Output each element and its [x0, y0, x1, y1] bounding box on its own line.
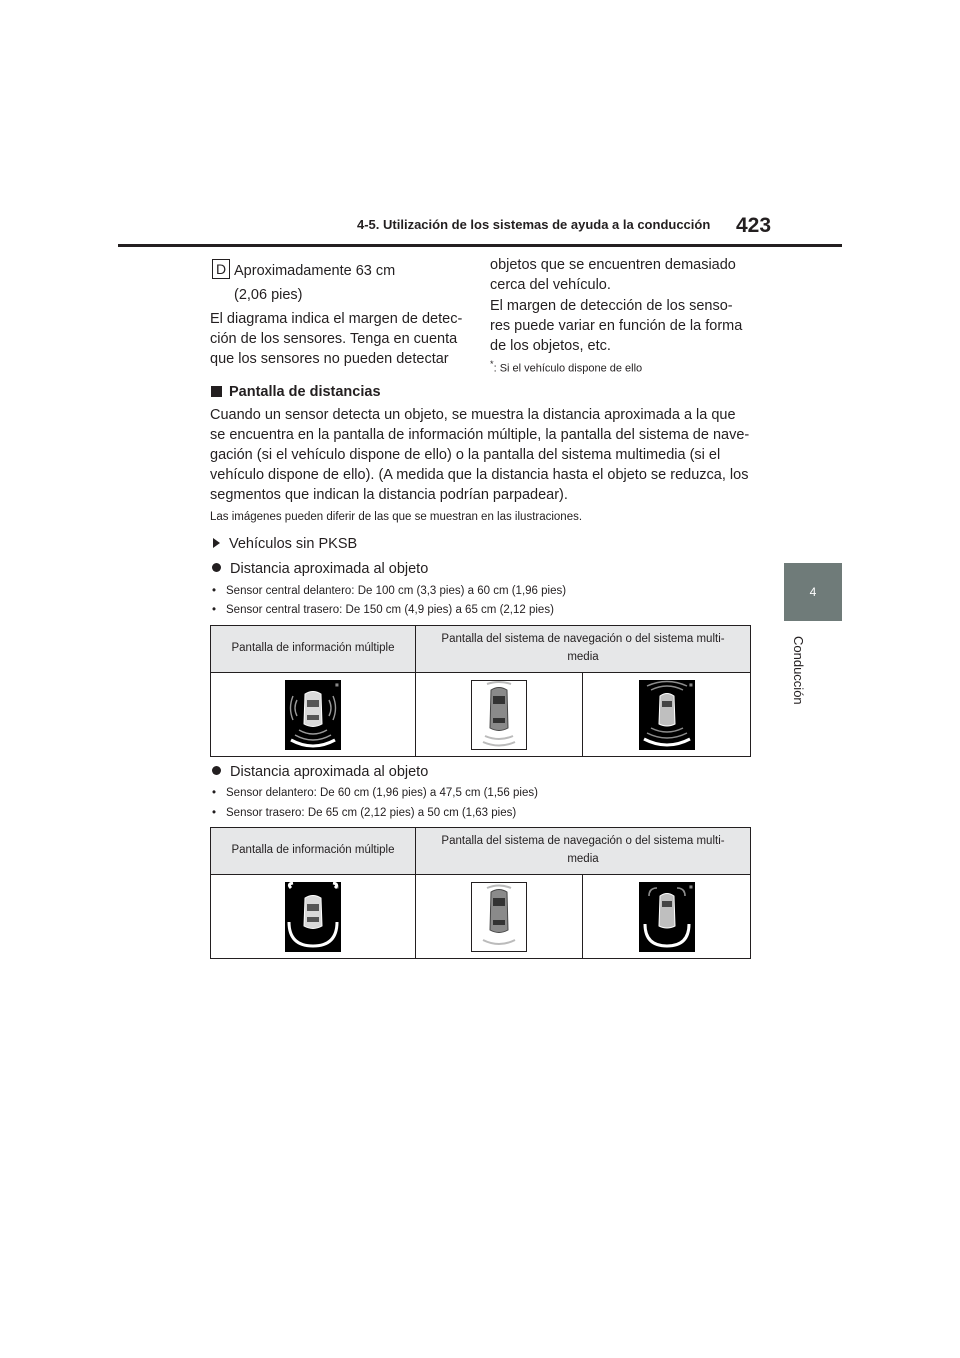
header-line: Pantalla del sistema de navegación o del sistema multi- [441, 633, 725, 645]
subheading [213, 534, 357, 554]
navigation-display-image [471, 882, 527, 952]
table-header-row [211, 626, 751, 673]
footnote-mark: * [490, 359, 494, 369]
text-line: que los sensores no pueden detectar [210, 351, 449, 367]
table-cell [211, 673, 416, 757]
section-paragraph [210, 405, 755, 505]
table-cell [416, 673, 583, 757]
header-line: media [567, 853, 599, 865]
bullet-text: Sensor trasero: De 65 cm (2,12 pies) a 50 cm (1,63 pies) [226, 807, 517, 819]
svg-text:■: ■ [335, 883, 339, 889]
text-line: gación (si el vehículo dispone de ello) o la pantalla del sistema multimedia (si el [210, 447, 721, 463]
multimedia-display-image [639, 882, 695, 952]
text-line: se encuentra en la pantalla de información múltiple, la pantalla del sistema de nave- [210, 427, 750, 443]
item-d-line2: (2,06 pies) [234, 287, 303, 303]
header-line: Pantalla del sistema de navegación o del sistema multi- [441, 835, 725, 847]
car-top-view-icon [659, 693, 675, 726]
chapter-tab[interactable]: 4 [784, 563, 842, 621]
car-top-view-icon [490, 889, 508, 932]
header-rule [118, 244, 842, 247]
bullet-text: Sensor delantero: De 60 cm (1,96 pies) a 47,5 cm (1,56 pies) [226, 787, 538, 799]
multimedia-display-image [639, 680, 695, 750]
block1-title [212, 559, 428, 579]
block2-bullet-2: • Sensor trasero: De 65 cm (2,12 pies) a 50 cm (1,63 pies) [212, 807, 517, 819]
item-d-line1: Aproximadamente 63 cm [234, 263, 396, 279]
text-line: objetos que se encuentren demasiado [490, 257, 736, 273]
text-line: El margen de detección de los senso- [490, 298, 733, 314]
page-number: 423 [736, 214, 772, 237]
square-bullet-icon [211, 386, 222, 397]
bullet-text: Sensor central trasero: De 150 cm (4,9 pies) a 65 cm (2,12 pies) [226, 604, 554, 616]
footnote-text: : Si el vehículo dispone de ello [493, 362, 643, 375]
text-line: de los objetos, etc. [490, 338, 611, 354]
svg-text:■: ■ [688, 883, 693, 889]
illustration-note: Las imágenes pueden diferir de las que se muestran en las ilustraciones. [210, 511, 583, 523]
svg-text:■: ■ [688, 681, 693, 687]
left-paragraph [210, 309, 470, 369]
car-top-view-icon [490, 687, 508, 730]
table-row [211, 875, 751, 959]
section-heading-text: Pantalla de distancias [229, 384, 381, 400]
car-top-view-icon [659, 893, 675, 928]
block2-title-text: Distancia aproximada al objeto [230, 764, 429, 780]
text-line: res puede variar en función de la forma [490, 318, 743, 334]
text-line: cerca del vehículo. [490, 277, 611, 293]
running-header: 4-5. Utilización de los sistemas de ayuda a la conducción [357, 217, 711, 232]
triangle-bullet-icon [213, 538, 220, 548]
round-bullet-icon [212, 563, 221, 572]
table-cell [211, 875, 416, 959]
block2-title [212, 762, 428, 782]
block2-bullet-1: • Sensor delantero: De 60 cm (1,96 pies) a 47,5 cm (1,56 pies) [212, 787, 538, 799]
text-line: El diagrama indica el margen de detec- [210, 311, 463, 327]
chapter-label: Conducción [791, 636, 806, 705]
navigation-display-image [471, 680, 527, 750]
table-header-nav [416, 828, 751, 875]
subheading-text: Vehículos sin PKSB [229, 536, 358, 552]
text-line: segmentos que indican la distancia podrían parpadear). [210, 487, 568, 503]
display-table-1 [210, 625, 751, 757]
table-cell [583, 673, 751, 757]
block1-bullet-2: • Sensor central trasero: De 150 cm (4,9 pies) a 65 cm (2,12 pies) [212, 604, 554, 616]
block1-bullet-1: • Sensor central delantero: De 100 cm (3,3 pies) a 60 cm (1,96 pies) [212, 585, 567, 597]
text-line: vehículo dispone de ello). (A medida que la distancia hasta el objeto se reduzca, los [210, 467, 749, 483]
header-line: media [567, 651, 599, 663]
table-cell [416, 875, 583, 959]
table-cell [583, 875, 751, 959]
multi-info-display-image [285, 882, 341, 952]
table-header-multi-info: Pantalla de información múltiple [211, 626, 416, 673]
right-paragraph-1 [490, 255, 750, 295]
car-top-view-icon [304, 691, 322, 726]
car-top-view-icon [304, 895, 322, 928]
multi-info-display-image [285, 680, 341, 750]
table-header-row [211, 828, 751, 875]
bullet-text: Sensor central delantero: De 100 cm (3,3 pies) a 60 cm (1,96 pies) [226, 585, 567, 597]
round-bullet-icon [212, 766, 221, 775]
svg-text:■: ■ [335, 681, 339, 687]
text-line: ción de los sensores. Tenga en cuenta [210, 331, 458, 347]
table-header-nav [416, 626, 751, 673]
display-table-2 [210, 827, 751, 959]
text-line: Cuando un sensor detecta un objeto, se muestra la distancia aproximada a la que [210, 407, 736, 423]
table-header-multi-info: Pantalla de información múltiple [211, 828, 416, 875]
callout-marker-d: D [212, 259, 230, 279]
block1-title-text: Distancia aproximada al objeto [230, 561, 429, 577]
table-row [211, 673, 751, 757]
section-heading [211, 382, 381, 402]
footnote [490, 356, 642, 377]
right-paragraph-2 [490, 296, 750, 356]
